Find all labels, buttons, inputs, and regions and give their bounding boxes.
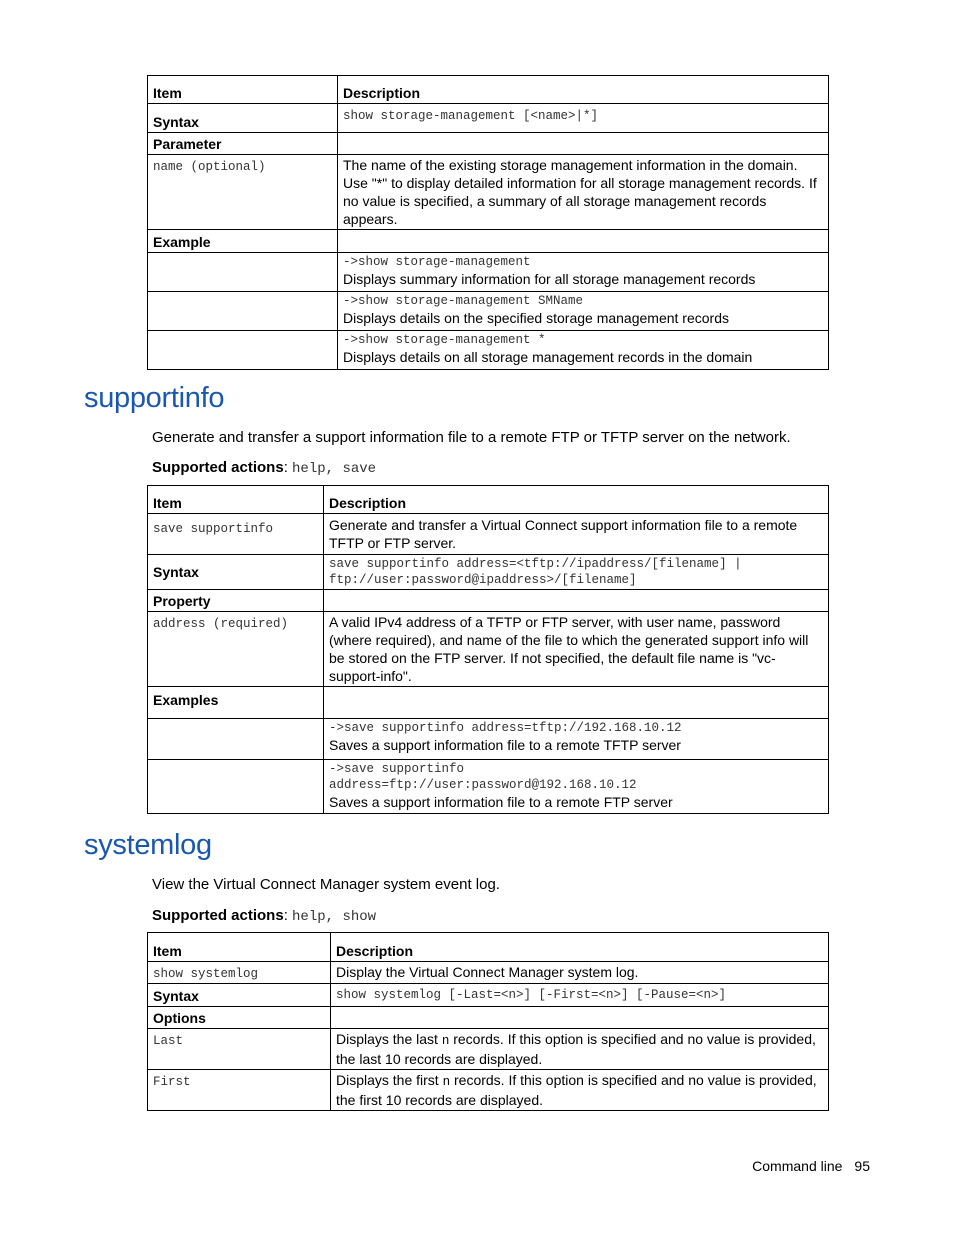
systemlog-table <box>147 932 829 1111</box>
example-description: Displays summary information for all storage management records <box>343 271 756 287</box>
syntax-value: show systemlog [-Last=<n>] [-First=<n>] [-Pause=<n>] <box>336 988 727 1002</box>
header-item: Item <box>148 486 324 514</box>
option-name: First <box>153 1075 191 1089</box>
example-command: ->save supportinfo address=tftp://192.168.10.12 <box>329 721 682 735</box>
supportinfo-heading: supportinfo <box>84 382 225 414</box>
header-description: Description <box>338 76 829 104</box>
syntax-label: Syntax <box>148 984 331 1007</box>
supportinfo-actions: Supported actions: help, save <box>152 459 377 477</box>
header-item: Item <box>148 76 338 104</box>
example-description: Displays details on the specified storage management records <box>343 310 729 326</box>
item-description: Generate and transfer a Virtual Connect support information file to a remote TFTP or FTP server. <box>324 514 829 555</box>
example-description: Saves a support information file to a remote TFTP server <box>329 737 681 753</box>
supportinfo-table <box>147 485 829 814</box>
example-command: address=ftp://user:password@192.168.10.12 <box>329 778 637 792</box>
param-name: name (optional) <box>153 160 266 174</box>
actions-value: help, show <box>292 909 377 925</box>
page-number: 95 <box>854 1158 870 1174</box>
example-command: ->show storage-management * <box>343 333 546 347</box>
example-command: ->save supportinfo <box>329 762 465 776</box>
storage-management-table <box>147 75 829 370</box>
example-command: ->show storage-management <box>343 255 531 269</box>
header-description: Description <box>331 933 829 962</box>
example-row <box>338 292 829 331</box>
systemlog-intro: View the Virtual Connect Manager system event log. <box>152 876 500 893</box>
systemlog-actions: Supported actions: help, show <box>152 907 377 925</box>
header-item: Item <box>148 933 331 962</box>
option-description: Displays the first n records. If this option is specified and no value is provided, the first 10 records are displayed. <box>331 1070 829 1111</box>
example-row <box>338 331 829 370</box>
syntax-line: save supportinfo address=<tftp://ipaddress/[filename] | <box>329 557 742 571</box>
examples-label: Examples <box>148 687 324 719</box>
options-label: Options <box>148 1007 331 1029</box>
property-label: Property <box>148 590 324 612</box>
syntax-line: ftp://user:password@ipaddress>/[filename] <box>329 573 637 587</box>
item-name: show systemlog <box>153 967 259 981</box>
syntax-label: Syntax <box>148 104 338 133</box>
item-description: Display the Virtual Connect Manager system log. <box>331 962 829 984</box>
example-description: Displays details on all storage management records in the domain <box>343 349 753 365</box>
example-command: ->show storage-management SMName <box>343 294 584 308</box>
property-description: A valid IPv4 address of a TFTP or FTP server, with user name, password (where required), and name of the file to which the generated support info will be stored on the FTP server. If not specified, the default file name is "vc-support-info". <box>324 612 829 687</box>
actions-label: Supported actions <box>152 907 284 924</box>
footer-section: Command line <box>752 1158 843 1174</box>
example-label: Example <box>148 230 338 253</box>
supportinfo-intro: Generate and transfer a support information file to a remote FTP or TFTP server on the network. <box>152 429 791 446</box>
syntax-label: Syntax <box>148 555 324 590</box>
systemlog-heading: systemlog <box>84 829 212 861</box>
actions-label: Supported actions <box>152 459 284 476</box>
item-name: save supportinfo <box>153 522 274 536</box>
param-description: The name of the existing storage management information in the domain. Use "*" to display detailed information for all storage management records. If no value is specified, a summary of all storage management records appears. <box>338 155 829 230</box>
actions-value: help, save <box>292 461 377 477</box>
example-row <box>324 719 829 760</box>
syntax-value: show storage-management [<name>|*] <box>343 109 599 123</box>
property-name: address (required) <box>153 617 289 631</box>
option-name: Last <box>153 1034 184 1048</box>
header-description: Description <box>324 486 829 514</box>
example-row <box>338 253 829 292</box>
page-footer <box>752 1158 870 1174</box>
example-description: Saves a support information file to a remote FTP server <box>329 794 673 810</box>
parameter-label: Parameter <box>148 133 338 155</box>
option-description: Displays the last n records. If this option is specified and no value is provided, the last 10 records are displayed. <box>331 1029 829 1070</box>
example-row <box>324 760 829 814</box>
